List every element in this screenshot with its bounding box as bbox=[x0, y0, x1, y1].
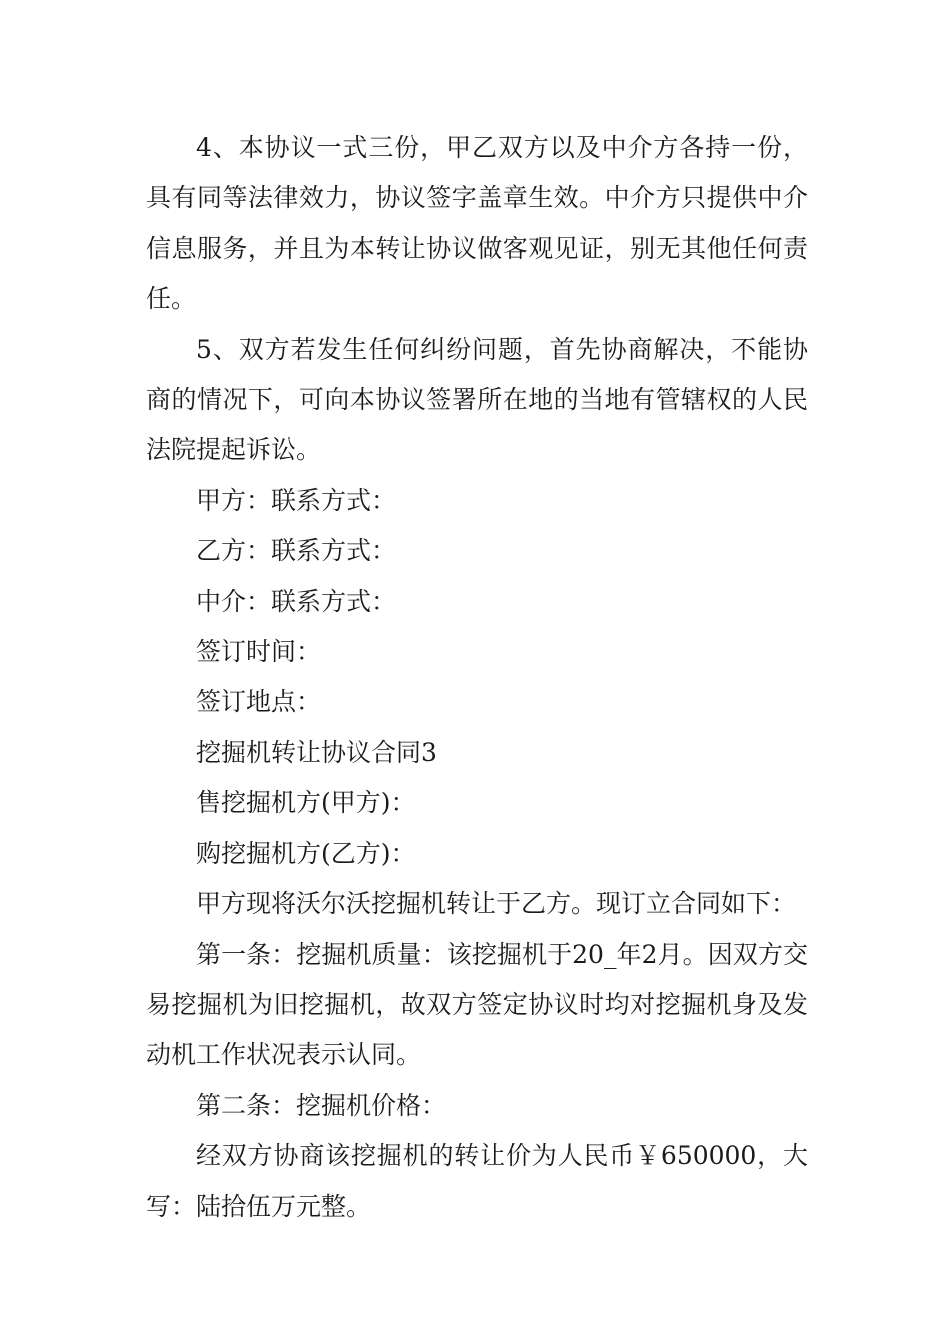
agent-contact-line: 中介：联系方式： bbox=[196, 586, 397, 616]
signing-place-line: 签订地点： bbox=[196, 687, 322, 717]
contract-intro-paragraph: 甲方现将沃尔沃挖掘机转让于乙方。现订立合同如下： bbox=[196, 889, 797, 919]
signing-time-line: 签订时间： bbox=[196, 637, 322, 667]
contract-3-title: 挖掘机转让协议合同3 bbox=[196, 737, 437, 767]
buyer-party-line: 购挖掘机方(乙方)： bbox=[196, 838, 416, 868]
article-2-heading: 第二条：挖掘机价格： bbox=[196, 1090, 447, 1120]
party-a-contact-line: 甲方：联系方式： bbox=[196, 485, 397, 515]
document-body bbox=[146, 123, 808, 1232]
article-1-paragraph: 第一条：挖掘机质量：该挖掘机于20_年2月。因双方交易挖掘机为旧挖掘机，故双方签定协议时均对挖掘机身及发动机工作状况表示认同。 bbox=[146, 939, 808, 1070]
clause-5-paragraph: 5、双方若发生任何纠纷问题，首先协商解决，不能协商的情况下，可向本协议签署所在地的当地有管辖权的人民法院提起诉讼。 bbox=[146, 334, 808, 465]
party-b-contact-line: 乙方：联系方式： bbox=[196, 536, 397, 566]
seller-party-line: 售挖掘机方(甲方)： bbox=[196, 788, 416, 818]
price-paragraph: 经双方协商该挖掘机的转让价为人民币￥650000，大写：陆拾伍万元整。 bbox=[146, 1141, 808, 1221]
clause-4-paragraph: 4、本协议一式三份，甲乙双方以及中介方各持一份，具有同等法律效力，协议签字盖章生效。中介方只提供中介信息服务，并且为本转让协议做客观见证，别无其他任何责任。 bbox=[146, 133, 808, 314]
